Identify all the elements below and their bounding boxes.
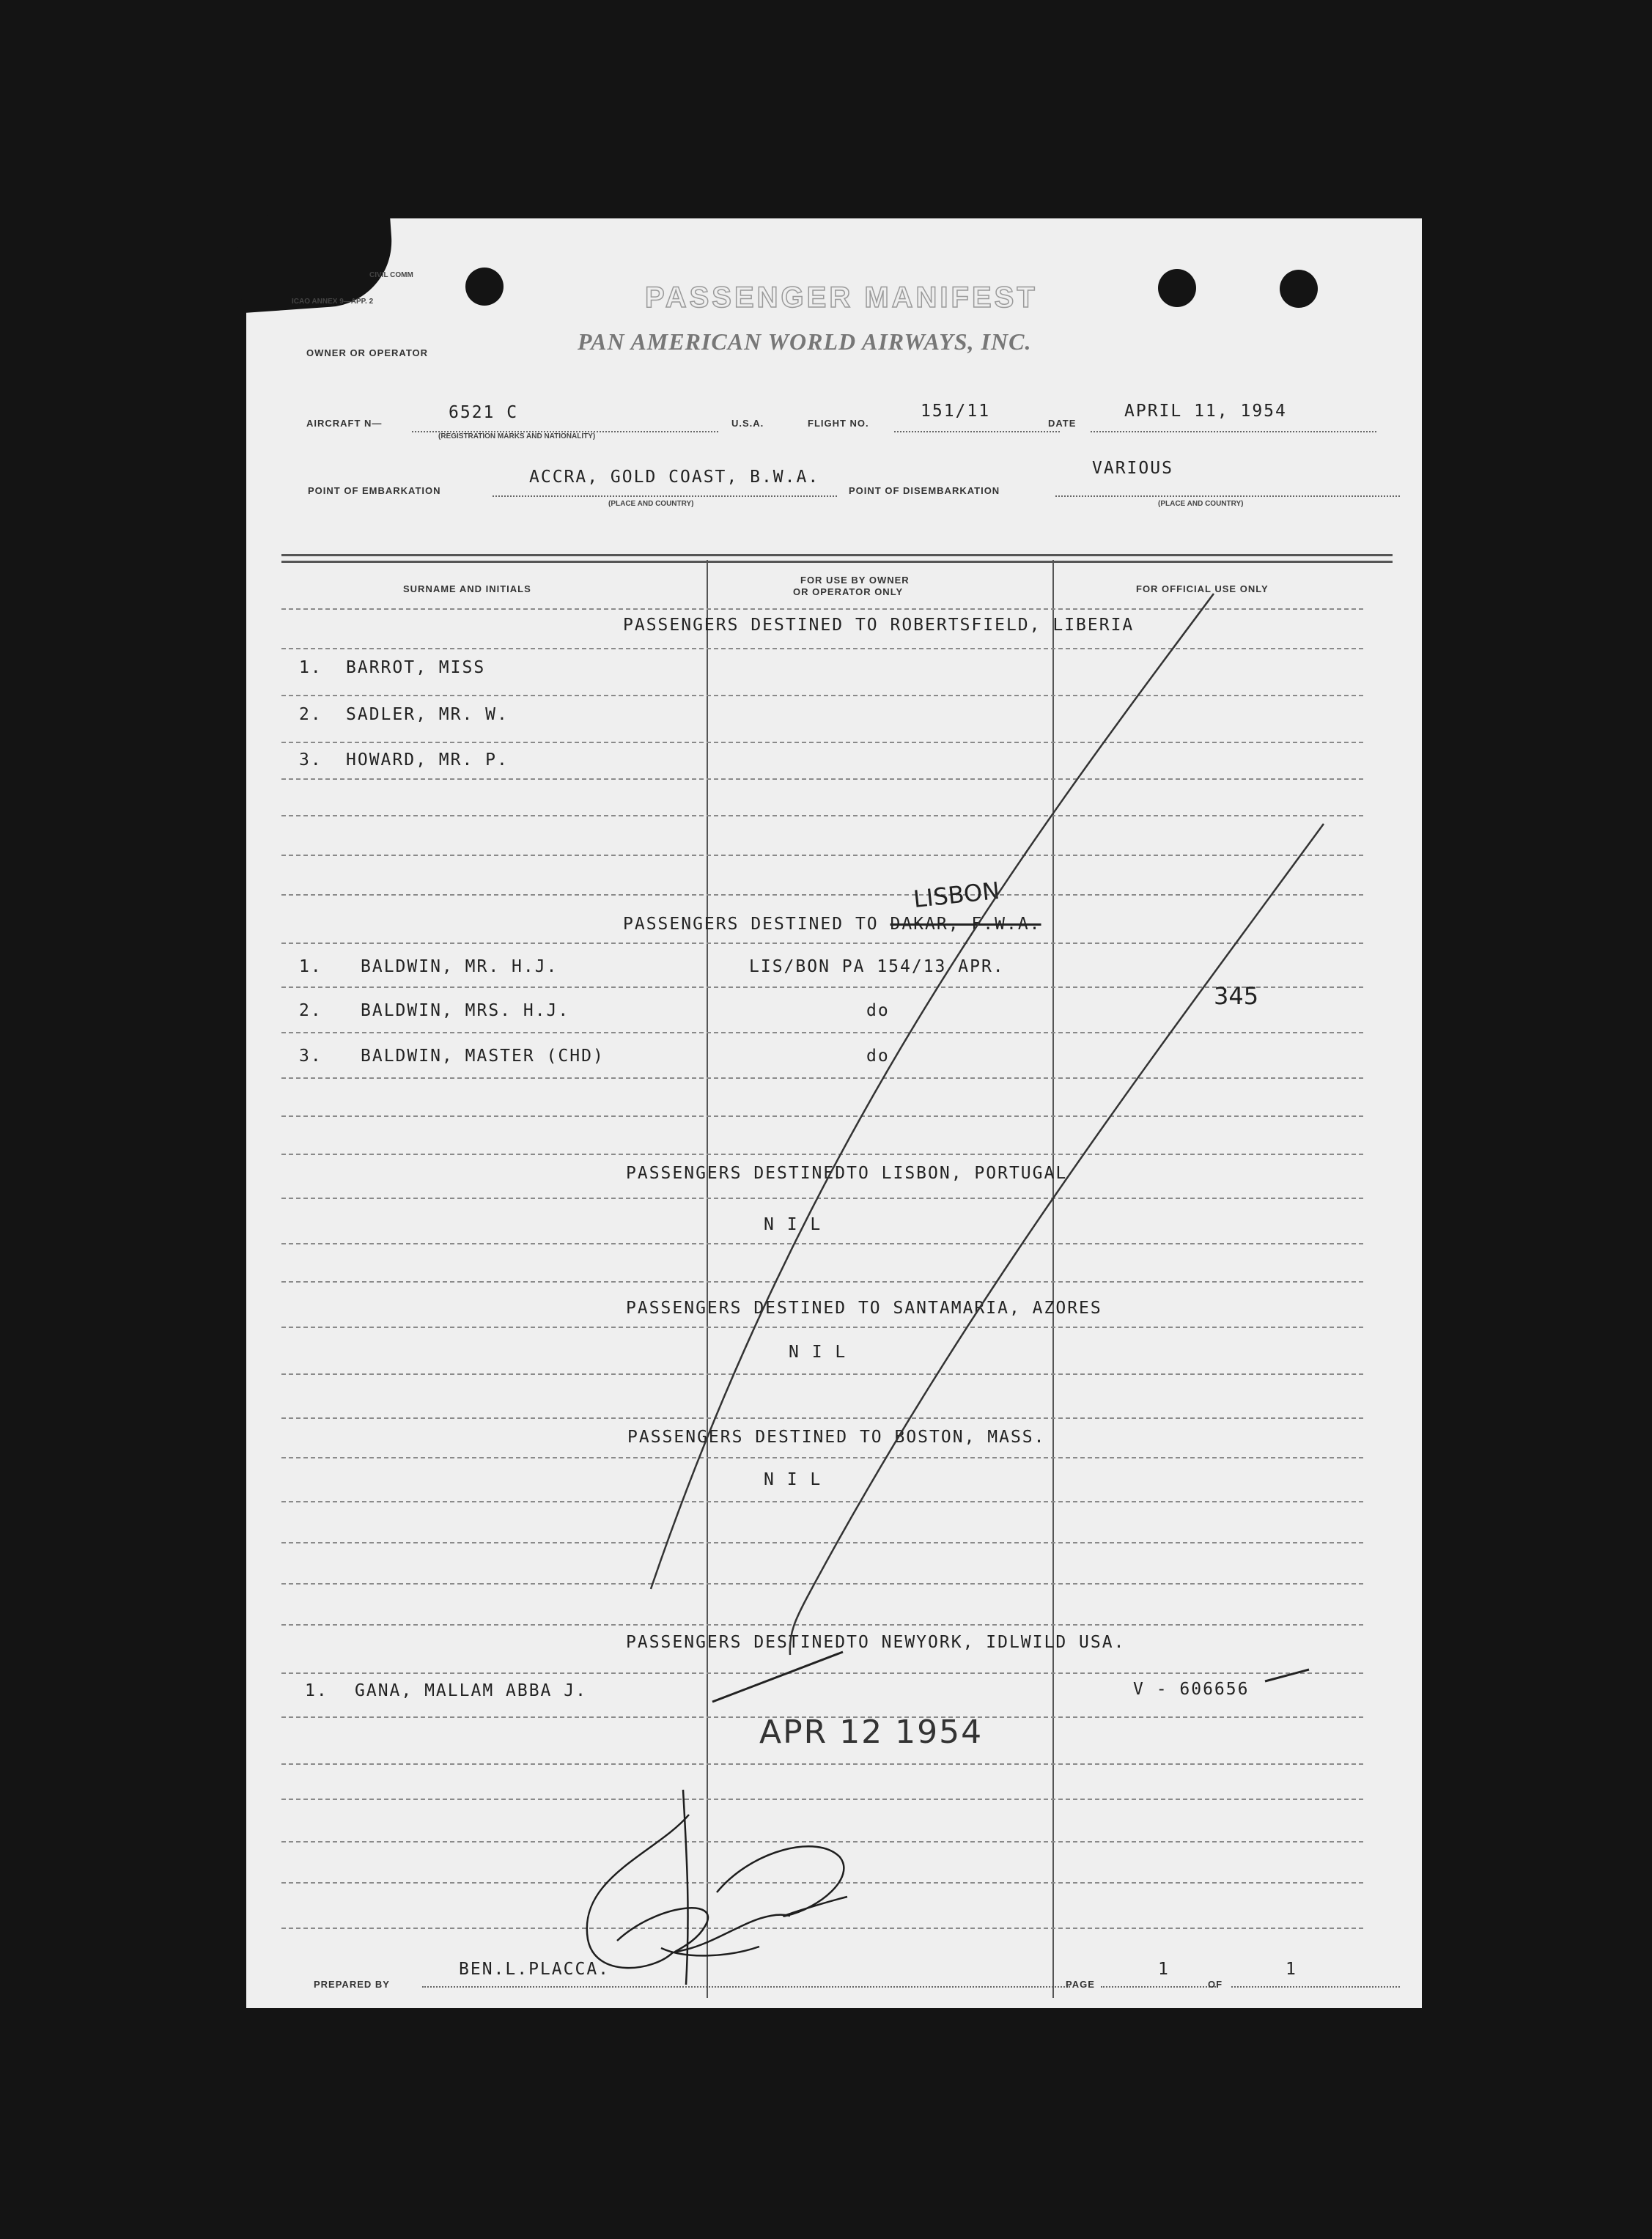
embark-value: ACCRA, GOLD COAST, B.W.A. (529, 468, 820, 487)
corner-line-2: ICAO ANNEX 9—APP. 2 (292, 298, 374, 306)
col-owner-use: FOR USE BY OWNER (800, 575, 910, 586)
owner-note: do (866, 1047, 890, 1066)
col-official-use: FOR OFFICIAL USE ONLY (1136, 583, 1269, 594)
passenger-name: SADLER, MR. W. (346, 705, 509, 724)
nil-entry: N I L (764, 1470, 822, 1489)
pen-marks (246, 218, 1422, 2008)
manifest-sheet (246, 218, 1422, 2008)
official-note: 345 (1214, 982, 1259, 1010)
passenger-name: HOWARD, MR. P. (346, 750, 509, 770)
nil-entry: N I L (789, 1343, 847, 1362)
passenger-name: BALDWIN, MRS. H.J. (361, 1001, 570, 1020)
page-value: 1 (1158, 1960, 1170, 1979)
prepared-label: PREPARED BY (314, 1979, 390, 1990)
row-number: 3. (299, 1047, 322, 1066)
prepared-value: BEN.L.PLACCA. (459, 1960, 611, 1979)
airline-name: PAN AMERICAN WORLD AIRWAYS, INC. (578, 328, 1032, 355)
pen-stroke (712, 1652, 843, 1702)
passenger-name: BALDWIN, MASTER (CHD) (361, 1047, 605, 1066)
handwritten-destination: LISBON (912, 876, 1001, 914)
passenger-name: BALDWIN, MR. H.J. (361, 957, 558, 976)
section-heading: PASSENGERS DESTINEDTO NEWYORK, IDLWILD USA. (626, 1633, 1126, 1652)
date-stamp: APR 12 1954 (759, 1714, 984, 1751)
date-value: APRIL 11, 1954 (1124, 402, 1287, 421)
row-number: 2. (299, 705, 322, 724)
section-heading: PASSENGERS DESTINED TO ROBERTSFIELD, LIBERIA (623, 616, 1135, 635)
col-owner-use-2: OR OPERATOR ONLY (793, 586, 904, 597)
place-country-caption-2: (PLACE AND COUNTRY) (1158, 500, 1244, 508)
owner-note: LIS/BON PA 154/13 APR. (749, 957, 1005, 976)
row-number: 3. (299, 750, 322, 770)
disembark-label: POINT OF DISEMBARKATION (849, 485, 1000, 496)
col-surname: SURNAME AND INITIALS (403, 583, 531, 594)
nil-entry: N I L (764, 1215, 822, 1234)
owner-label: OWNER OR OPERATOR (306, 347, 429, 358)
official-note: V - 606656 (1133, 1680, 1250, 1699)
signature (587, 1790, 847, 1985)
row-number: 2. (299, 1001, 322, 1020)
row-number: 1. (299, 658, 322, 677)
corner-line-1: CIVIL COMM (369, 271, 413, 279)
passenger-name: GANA, MALLAM ABBA J. (355, 1681, 587, 1700)
place-country-caption: (PLACE AND COUNTRY) (608, 500, 694, 508)
registration-caption: (REGISTRATION MARKS AND NATIONALITY) (438, 432, 596, 440)
page-label: PAGE (1066, 1979, 1095, 1990)
disembark-value: VARIOUS (1092, 459, 1173, 478)
aircraft-label: AIRCRAFT N— (306, 418, 383, 429)
aircraft-value: 6521 C (449, 403, 519, 422)
heading-prefix: PASSENGERS DESTINED TO (623, 915, 879, 934)
owner-note: do (866, 1001, 890, 1020)
pen-stroke (1265, 1670, 1309, 1681)
passenger-name: BARROT, MISS (346, 658, 486, 677)
cancel-line (790, 824, 1324, 1655)
date-label: DATE (1048, 418, 1077, 429)
section-heading: PASSENGERS DESTINED TO SANTAMARIA, AZORES (626, 1299, 1102, 1318)
flight-value: 151/11 (921, 402, 991, 421)
page-title: PASSENGER MANIFEST (645, 281, 1038, 314)
of-value: 1 (1286, 1960, 1297, 1979)
usa-label: U.S.A. (731, 418, 764, 429)
struck-destination: DAKAR, F.W.A. (890, 915, 1041, 934)
section-heading: PASSENGERS DESTINEDTO LISBON, PORTUGAL (626, 1164, 1068, 1183)
row-number: 1. (299, 957, 322, 976)
flight-label: FLIGHT NO. (808, 418, 869, 429)
section-heading: PASSENGERS DESTINED TO BOSTON, MASS. (627, 1428, 1046, 1447)
of-label: OF (1208, 1979, 1223, 1990)
embark-label: POINT OF EMBARKATION (308, 485, 441, 496)
row-number: 1. (305, 1681, 328, 1700)
